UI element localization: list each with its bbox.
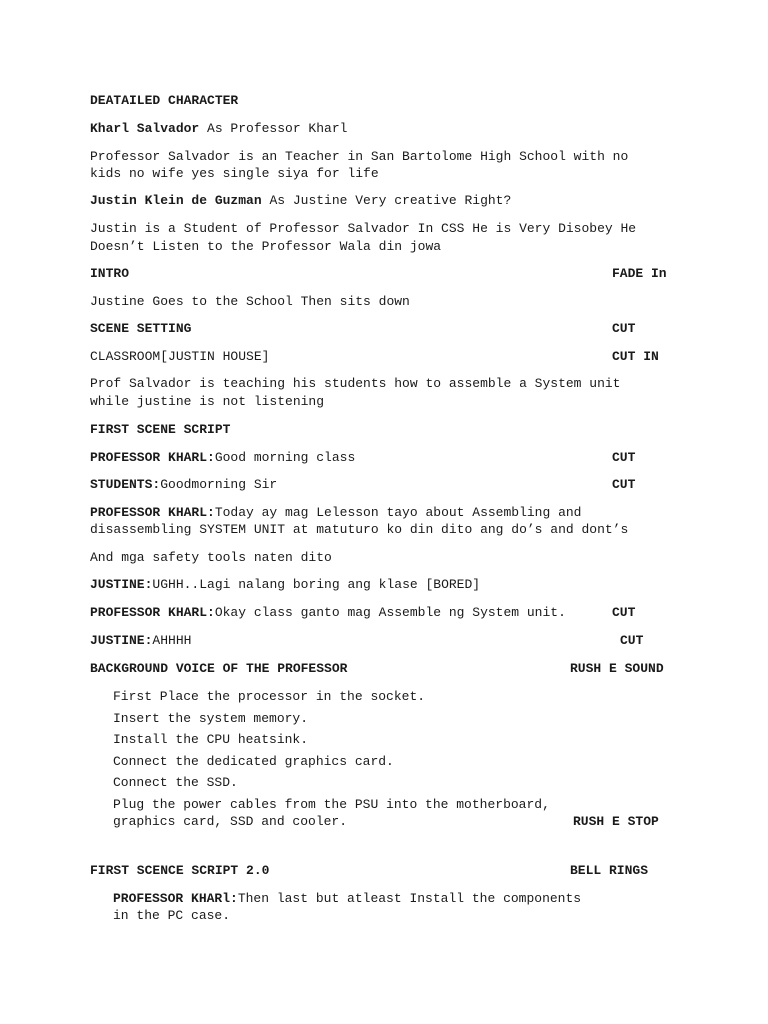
bg-label: BACKGROUND VOICE OF THE PROFESSOR: [90, 661, 348, 676]
scene1-line-3b: disassembling SYSTEM UNIT at matuturo ko din dito ang do’s and dont’s: [90, 522, 629, 537]
setting-cue: CUT: [612, 321, 636, 336]
char1-role: As Professor Kharl: [199, 121, 348, 136]
scene1-line-6: [90, 604, 566, 621]
scene2-line-b: in the PC case.: [113, 908, 231, 923]
step: Install the CPU heatsink.: [113, 732, 309, 747]
intro-label: INTRO: [90, 266, 130, 281]
setting-label: SCENE SETTING: [90, 321, 192, 336]
char1-desc-2: kids no wife yes single siya for life: [90, 166, 379, 181]
scene1-label: FIRST SCENE SCRIPT: [90, 422, 231, 437]
assembly-steps: [113, 688, 703, 817]
speaker: PROFESSOR KHARL:: [90, 450, 215, 465]
speaker: STUDENTS:: [90, 477, 161, 492]
speaker: JUSTINE:: [90, 633, 153, 648]
char2-desc-1: Justin is a Student of Professor Salvador In CSS He is Very Disobey He: [90, 221, 637, 236]
scene1-cue-7: CUT: [620, 633, 644, 648]
speaker: PROFESSOR KHARL:: [90, 505, 215, 520]
dialogue: Then last but atleast Install the components: [237, 891, 582, 906]
scene1-line-2: [90, 476, 277, 493]
scene1-line-7: [90, 632, 191, 649]
intro-text: Justine Goes to the School Then sits down: [90, 294, 410, 309]
setting-desc-1: Prof Salvador is teaching his students how to assemble a System unit: [90, 376, 621, 391]
char2-line: [90, 192, 511, 209]
char1-name: Kharl Salvador: [90, 121, 200, 136]
dialogue: Okay class ganto mag Assemble ng System unit.: [214, 605, 566, 620]
step: Plug the power cables from the PSU into the motherboard,: [113, 796, 550, 812]
dialogue: Good morning class: [214, 450, 356, 465]
scene1-line-5: [90, 576, 480, 593]
scene1-cue-2: CUT: [612, 477, 636, 492]
dialogue: Goodmorning Sir: [160, 477, 278, 492]
heading: DEATAILED CHARACTER: [90, 93, 239, 108]
step: Connect the dedicated graphics card.: [113, 753, 394, 769]
setting-desc-2: while justine is not listening: [90, 394, 325, 409]
char1-line: [90, 120, 347, 137]
scene1-line-4: And mga safety tools naten dito: [90, 550, 332, 565]
bg-end-cue: RUSH E STOP: [573, 814, 659, 829]
setting-place: CLASSROOM[JUSTIN HOUSE]: [90, 349, 270, 364]
step-last: graphics card, SSD and cooler.: [113, 814, 348, 829]
char2-role: As Justine Very creative Right?: [261, 193, 512, 208]
scene2-line: [113, 890, 581, 907]
char1-desc-1: Professor Salvador is an Teacher in San Bartolome High School with no: [90, 149, 629, 164]
bg-cue: RUSH E SOUND: [570, 661, 664, 676]
speaker: JUSTINE:: [90, 577, 153, 592]
scene1-line-1: [90, 449, 355, 466]
scene2-label: FIRST SCENCE SCRIPT 2.0: [90, 863, 270, 878]
setting-place-cue: CUT IN: [612, 349, 659, 364]
step: Insert the system memory.: [113, 710, 309, 726]
dialogue: AHHHH: [152, 633, 192, 648]
speaker: PROFESSOR KHARL:: [90, 605, 215, 620]
scene1-cue-1: CUT: [612, 450, 636, 465]
char2-name: Justin Klein de Guzman: [90, 193, 262, 208]
intro-cue: FADE In: [612, 266, 667, 281]
char2-desc-2: Doesn’t Listen to the Professor Wala din jowa: [90, 239, 442, 254]
scene2-cue: BELL RINGS: [570, 863, 649, 878]
dialogue: Today ay mag Lelesson tayo about Assembling and: [214, 505, 582, 520]
step: Connect the SSD.: [113, 775, 238, 790]
dialogue: UGHH..Lagi nalang boring ang klase [BORED]: [152, 577, 481, 592]
speaker: PROFESSOR KHARl:: [113, 891, 238, 906]
step: First Place the processor in the socket.: [113, 689, 426, 704]
scene1-line-3: [90, 504, 582, 521]
scene1-cue-6: CUT: [612, 605, 636, 620]
